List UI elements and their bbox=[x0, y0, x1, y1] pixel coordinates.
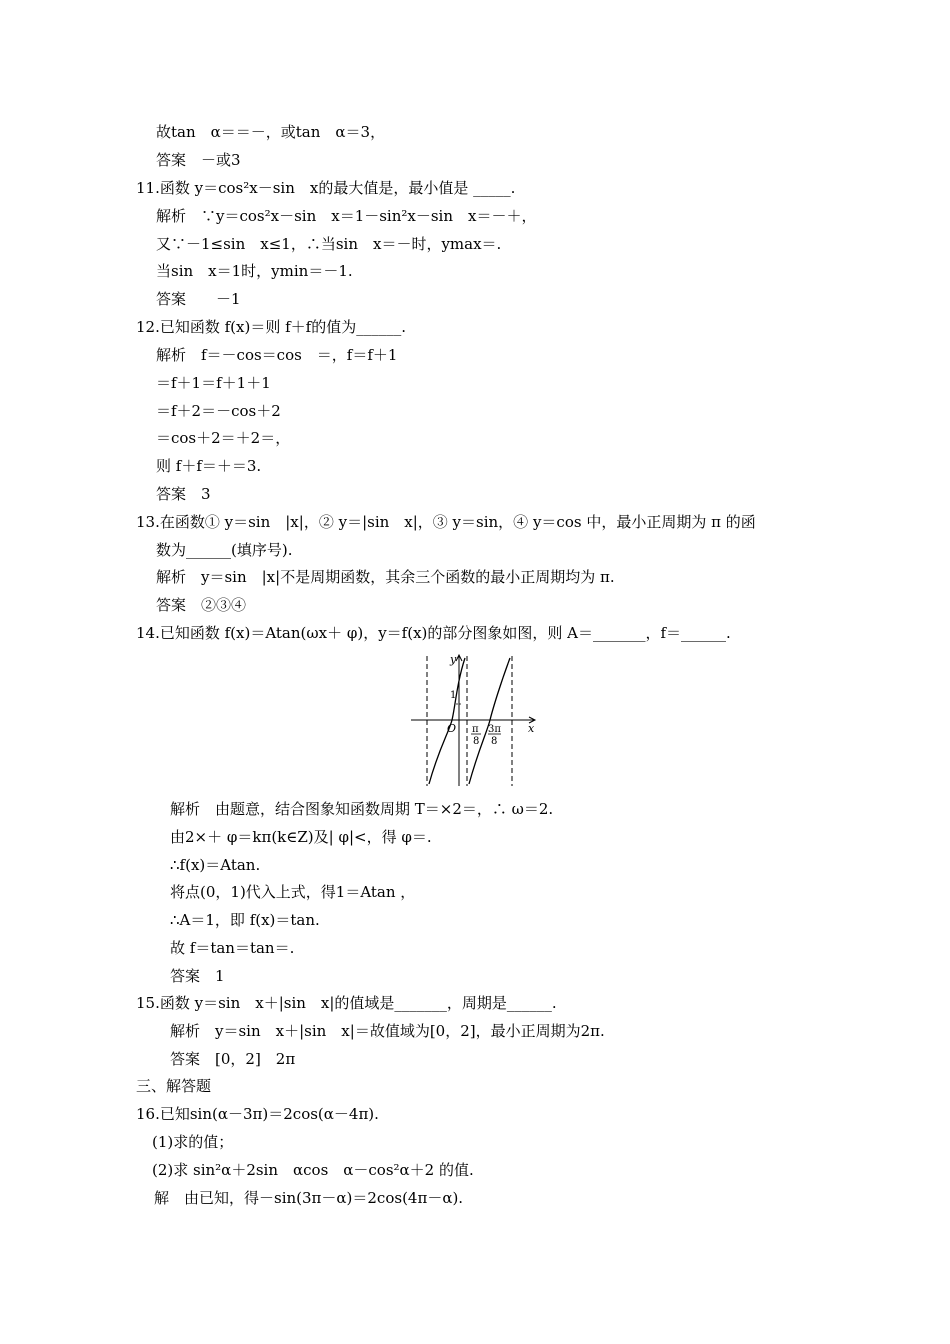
text-line: 数为______(填序号). bbox=[156, 541, 293, 559]
text-line: 又∵－1≤sin x≤1，∴当sin x＝－时，ymax＝. bbox=[156, 235, 502, 253]
text-line: ∴A＝1，即 f(x)＝tan. bbox=[170, 911, 320, 929]
y-axis-label: y bbox=[450, 653, 457, 666]
text-line: 答案 3 bbox=[156, 485, 211, 503]
text-line: ＝cos＋2＝＋2＝， bbox=[156, 429, 291, 447]
text-line: 解析 由题意，结合图象知函数周期 T＝×2＝，∴ ω＝2. bbox=[170, 800, 554, 818]
question-12: 12.已知函数 f(x)＝则 f＋f的值为______. bbox=[136, 318, 406, 336]
text-line: ∴f(x)＝Atan. bbox=[170, 856, 261, 874]
x-tick-1-numerator: π bbox=[472, 724, 479, 735]
x-tick-2-numerator: 3π bbox=[488, 724, 501, 735]
text-line: 解析 y＝sin |x|不是周期函数，其余三个函数的最小正周期均为 π. bbox=[156, 568, 615, 586]
text-line: 解析 f＝－cos＝cos ＝，f＝f＋1 bbox=[156, 346, 398, 364]
tangent-branch-left bbox=[429, 658, 465, 784]
tangent-graph-figure bbox=[407, 652, 541, 788]
question-16: 16.已知sin(α－3π)＝2cos(α－4π). bbox=[136, 1105, 379, 1123]
text-line: 由2×＋ φ＝kπ(k∈Z)及| φ|<，得 φ＝. bbox=[170, 828, 432, 846]
question-11: 11.函数 y＝cos²x－sin x的最大值是，最小值是 _____. bbox=[136, 179, 516, 197]
text-line: 答案 [0，2] 2π bbox=[170, 1050, 296, 1068]
text-line: (1)求的值； bbox=[152, 1133, 234, 1151]
text-line: 答案 ②③④ bbox=[156, 596, 247, 614]
question-13: 13.在函数① y＝sin |x|，② y＝|sin x|，③ y＝sin，④ y＝cos 中，最小正周期为 π 的函 bbox=[136, 513, 756, 531]
origin-label: O bbox=[447, 722, 457, 735]
tangent-branch-right bbox=[469, 658, 510, 784]
text-line: 解析 ∵y＝cos²x－sin x＝1－sin²x－sin x＝－＋， bbox=[156, 207, 537, 225]
x-tick-1-denominator: 8 bbox=[473, 736, 480, 747]
text-line: (2)求 sin²α＋2sin αcos α－cos²α＋2 的值. bbox=[152, 1161, 474, 1179]
text-line: 当sin x＝1时，ymin＝－1. bbox=[156, 262, 353, 280]
text-line: 解 由已知，得－sin(3π－α)＝2cos(4π－α). bbox=[154, 1189, 464, 1207]
x-tick-2-denominator: 8 bbox=[491, 736, 498, 747]
y-tick-label: 1 bbox=[450, 690, 457, 701]
text-line: ＝f＋1＝f＋1＋1 bbox=[156, 374, 271, 392]
text-line: 答案 －或3 bbox=[156, 151, 241, 169]
text-line: 解析 y＝sin x＋|sin x|＝故值域为[0，2]，最小正周期为2π. bbox=[170, 1022, 605, 1040]
question-15: 15.函数 y＝sin x＋|sin x|的值域是_______，周期是______. bbox=[136, 994, 557, 1012]
x-axis-label: x bbox=[528, 722, 535, 735]
section-heading: 三、解答题 bbox=[136, 1077, 212, 1095]
text-line: 将点(0，1)代入上式，得1＝Atan ， bbox=[170, 883, 416, 901]
question-14: 14.已知函数 f(x)＝Atan(ωx＋ φ)，y＝f(x)的部分图象如图，则 A＝_______，f＝______. bbox=[136, 624, 731, 642]
text-line: 答案 －1 bbox=[156, 290, 241, 308]
text-line: 故tan α＝＝－，或tan α＝3， bbox=[156, 123, 386, 141]
text-line: ＝f＋2＝－cos＋2 bbox=[156, 402, 281, 420]
text-line: 故 f＝tan＝tan＝. bbox=[170, 939, 295, 957]
text-line: 则 f＋f＝＋＝3. bbox=[156, 457, 262, 475]
text-line: 答案 1 bbox=[170, 967, 225, 985]
